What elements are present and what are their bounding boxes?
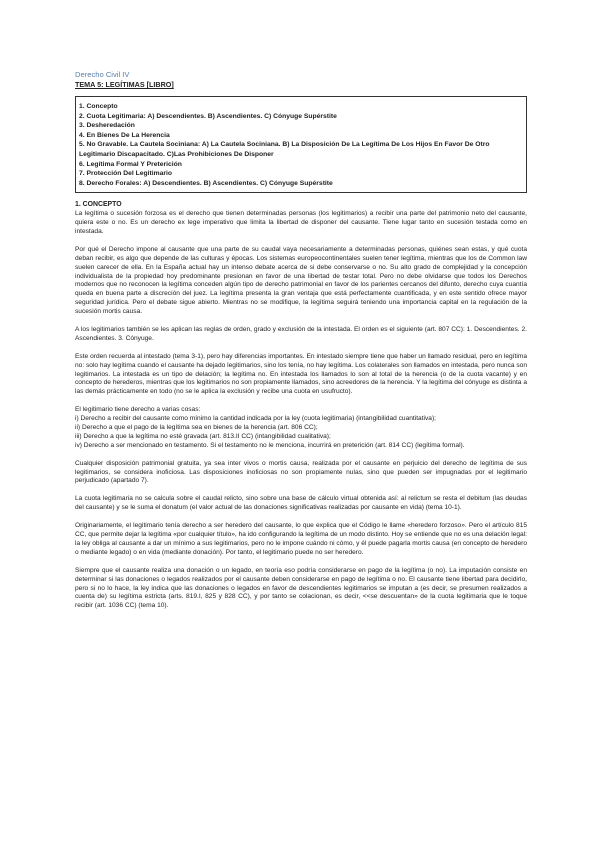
toc-item: 7. Protección Del Legitimario — [79, 170, 173, 178]
list-intro: El legitimario tiene derecho a varias cosas: — [75, 406, 201, 414]
paragraph: Cualquier disposición patrimonial gratuita, ya sea inter vivos o mortis causa, realizada por el causante en perjuicio del derecho de legítima de sus legitimarios, se considera inoficiosa. Las disposiciones inoficiosas no son propiamente nulas, sino que pueden ser impugnadas por el legitimario perjudicado (apartado 7). — [75, 459, 527, 485]
paragraph: Originariamente, el legitimario tenía derecho a ser heredero del causante, lo que explica que el Código le llame «heredero forzoso». Pero el artículo 815 CC, que permite dejar la legítima «por cualquier título», ha ido configurando la legítima de un modo distinto. Hoy se entiende que no es una delación legal: la ley obliga al causante a dar un mínimo a sus legitimarios, pero no le impone cuándo ni cómo, y él puede pagarla mortis causa (en concepto de heredero o mediante legado) o en vida (mediante donación). Por tanto, el legitimario puede no ser heredero. — [75, 522, 527, 556]
paragraph: A los legitimarios también se les aplican las reglas de orden, grado y exclusión de la intestada. El orden es el siguiente (art. 807 CC): 1. Descendientes. 2. Ascendientes. 3. Cónyuge. — [75, 326, 527, 342]
paragraph: La cuota legitimaria no se calcula sobre el caudal relicto, sino sobre una base de cálculo virtual obtenida así: al relictum se resta el debitum (las deudas del causante) y se le suma el donatum (el valor actual de las donaciones significativas realizadas por causante en vida) (tema 10-1). — [75, 495, 527, 512]
toc-item: 8. Derecho Forales: A) Descendientes. B) Ascendientes. C) Cónyuge Supérstite — [79, 179, 333, 187]
subject-title: Derecho Civil IV — [75, 70, 130, 79]
toc-item: 1. Concepto — [79, 103, 118, 110]
document-page — [75, 70, 527, 620]
tema-title: TEMA 5: LEGÍTIMAS [LIBRO] — [75, 80, 174, 89]
section-heading: 1. CONCEPTO — [75, 201, 122, 209]
list-item: iii) Derecho a que la legítima no esté gravada (art. 813.II CC) (intangibilidad cualitativa); — [75, 432, 331, 440]
toc-item: 3. Desheredación — [79, 122, 135, 130]
table-of-contents — [75, 96, 527, 193]
paragraph: Este orden recuerda al intestado (tema 3-1), pero hay diferencias importantes. En intestado siempre tiene que haber un llamado residual, pero en legítima no: solo hay legítima cuando el causante ha dejado legitimarios, sino los tenía, no hay legítima. Los colaterales son llamados en intestada, pero nunca son legitimarios. La intestada es un tipo de delación; la legítima no. En intestada los llamados lo son al total de la herencia (o de la cuota vacante) y en concepto de herederos, mientras que los legitimarios no son propiamente llamados, sino acreedores de la herencia. Y la legítima del cónyuge es distinta a las demás prácticamente en todo (no se le aplica la exclusión y recibe una cuota en usufructo). — [75, 352, 527, 396]
paragraph: Siempre que el causante realiza una donación o un legado, en teoría eso podría considerarse en pago de la legítima (o no). La imputación consiste en determinar si las donaciones o legados realizados por el causante deben considerarse en pago de legítima o no. El causante tiene libertad para decidirlo, pero si no lo hace, la ley indica que las donaciones o legados en favor de descendientes legitimarios se imputan a (es decir, se presumen realizados a cuenta de) su legítima estricta (arts. 819.I, 825 y 828 CC), y por tanto se colacionan, es decir, <<se descuentan» de la cuota legitimaria que le toque recibir (art. 1036 CC) (tema 10). — [75, 566, 527, 610]
toc-item: 6. Legítima Formal Y Preterición — [79, 160, 182, 168]
list-item: ii) Derecho a que el pago de la legítima sea en bienes de la herencia (art. 806 CC); — [75, 423, 318, 431]
toc-item: 2. Cuota Legitimaria: A) Descendientes. B) Ascendientes. C) Cónyuge Supérstite — [79, 112, 337, 120]
paragraph: Por qué el Derecho impone al causante que una parte de su caudal vaya necesariamente a determinadas personas, quiénes sean estas, y qué cuota deban recibir, es algo que depende de las culturas y épocas. Los sistemas europeocontinentales suelen tener legítima, mientras que los de Common law suelen carecer de ella. En la España actual hay un intenso debate acerca de si debe conservarse o no. Su alto grado de complejidad y la concepción individualista de la propiedad hoy predominante presionan en favor de una libertad de testar total. Pero no debe olvidarse que todos los Derechos modernos que no reconocen la legítima conceden algún tipo de derecho patrimonial en favor de los parientes cercanos del difunto, derecho cuya cuantía queda en buena parte a discreción del juez. La legítima presenta la gran ventaja que está perfectamente cuantificada, y en este sentido ofrece mayor seguridad jurídica. Pero el debate sigue abierto. Mientras no se modifique, la legítima seguirá teniendo una importancia capital en la regulación de la sucesión mortis causa. — [75, 246, 527, 315]
rights-list — [75, 406, 527, 450]
toc-item: 5. No Gravable. La Cautela Sociniana: A) La Cautela Sociniana. B) La Disposición De La Legítima De Los Hijos En Favor De Otro Legitimario Discapacitado. C)Las Prohibiciones De Disponer — [79, 141, 490, 158]
list-item: i) Derecho a recibir del causante como mínimo la cantidad indicada por la ley (cuota legitimaria) (intangibilidad cuantitativa); — [75, 415, 437, 423]
toc-item: 4. En Bienes De La Herencia — [79, 131, 170, 139]
paragraph: La legítima o sucesión forzosa es el derecho que tienen determinadas personas (los legitimarios) a recibir una parte del patrimonio neto del causante, quiera este o no. Es un derecho ex lege imperativo que limita la libertad de disponer del causante. Tiene lugar tanto en sucesión testada como en intestada. — [75, 210, 527, 236]
list-item: iv) Derecho a ser mencionado en testamento. Si el testamento no le menciona, incurrirá en preterición (art. 814 CC) (legítima formal). — [75, 441, 465, 449]
